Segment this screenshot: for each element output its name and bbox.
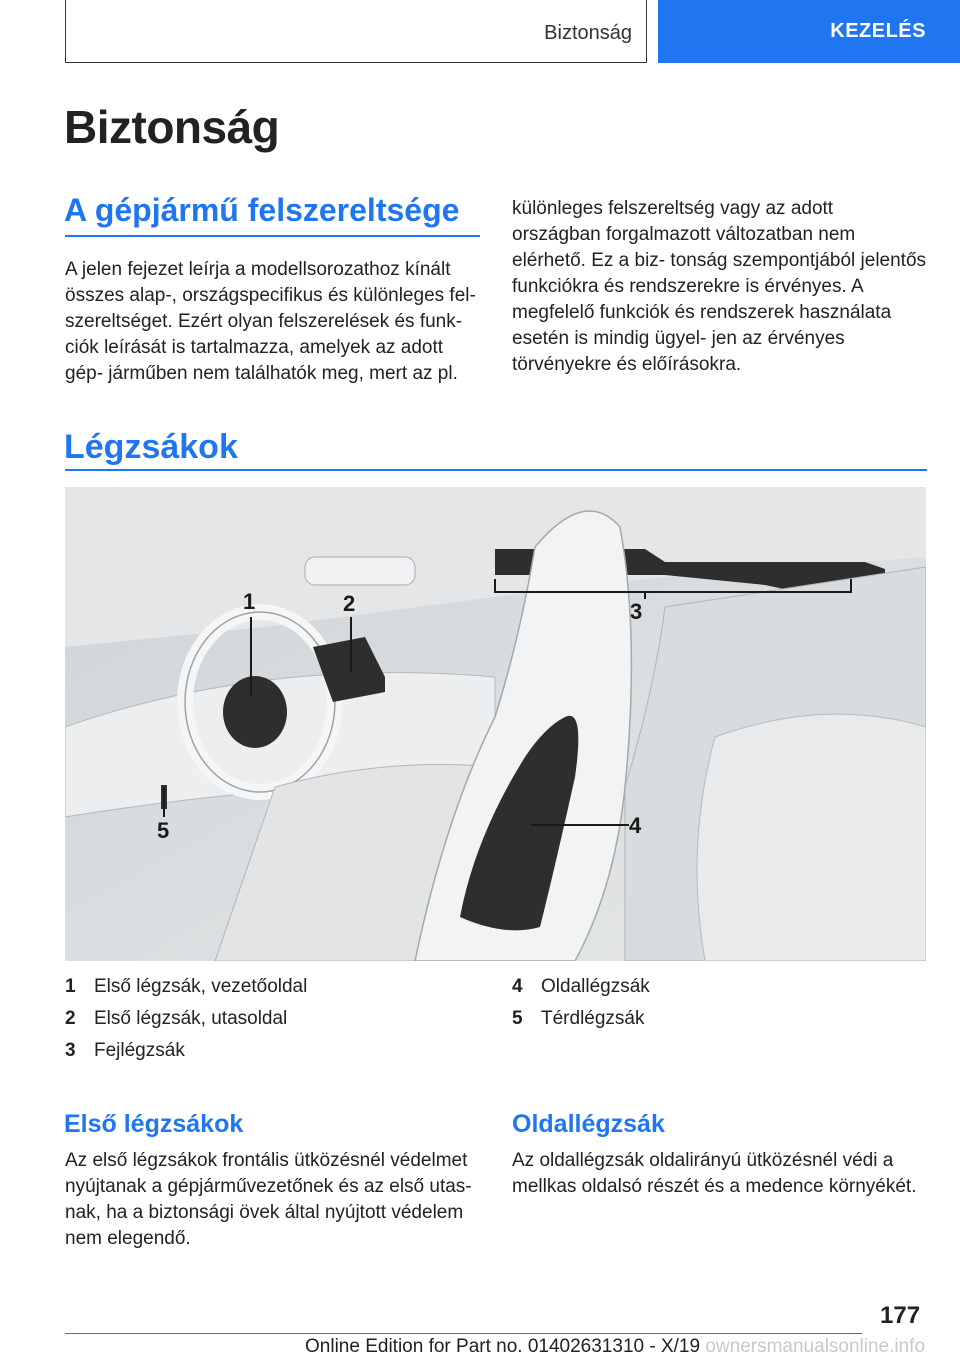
legend-number: 3	[65, 1040, 76, 1061]
section-heading-airbags: Légzsákok	[64, 428, 238, 466]
header-chapter-tab[interactable]	[658, 0, 960, 63]
legend-label: Első légzsák, vezetőoldal	[94, 976, 308, 997]
header-section-title: Biztonság	[544, 22, 632, 44]
callout-1: 1	[243, 589, 256, 614]
text-side-airbag: Az oldallégzsák oldalirányú ütközésnél védi a mellkas oldalsó részét és a medence környékét.	[512, 1150, 917, 1197]
airbag-illustration	[65, 487, 926, 961]
airbag-legend-right	[512, 971, 650, 1035]
footer-site-watermark[interactable]: ownersmanualsonline.info	[705, 1336, 926, 1357]
footer	[305, 1336, 925, 1358]
legend-label: Oldallégzsák	[541, 976, 650, 997]
text-front-airbags: Az első légzsákok frontális ütközésnél védelmet nyújtanak a gépjárművezetőnek és az első utas- nak, ha a biztonsági övek által nyújtott védelem nem elegendő.	[65, 1150, 472, 1249]
page-number: 177	[880, 1302, 921, 1329]
legend-number: 5	[512, 1008, 523, 1029]
header-chapter-label: KEZELÉS	[830, 20, 926, 42]
legend-number: 4	[512, 976, 523, 997]
callout-3: 3	[630, 599, 643, 624]
rear-seat	[697, 714, 926, 961]
legend-item	[512, 1003, 650, 1035]
legend-label: Fejlégzsák	[94, 1040, 185, 1061]
callout-4: 4	[629, 813, 642, 838]
section-rule-equipment	[65, 235, 480, 237]
legend-item	[65, 971, 307, 1003]
airbag-legend-left	[65, 971, 307, 1067]
legend-number: 2	[65, 1008, 76, 1029]
subheading-front-airbags: Első légzsákok	[64, 1110, 244, 1138]
car-interior-drawing	[65, 487, 926, 961]
legend-item	[65, 1003, 307, 1035]
legend-item	[65, 1035, 307, 1067]
callout-5: 5	[157, 818, 170, 843]
driver-airbag-shape	[223, 676, 287, 748]
subheading-side-airbag: Oldallégzsák	[512, 1110, 665, 1138]
footer-rule	[65, 1333, 862, 1334]
section-text-equipment-right: különleges felszereltség vagy az adott országban forgalmazott változatban nem elérhető. Ez a biz- tonság szempontjából jelentős funkciókra és rendszerekre is érvényes. A megfelelő funkciók és rendszerek használata esetén is mindig ügyel- jen az érvényes törvényekre és előírásokra.	[512, 198, 927, 375]
callout-2: 2	[343, 591, 356, 616]
section-heading-equipment: A gépjármű felszereltsége	[64, 192, 460, 228]
section-text-equipment-left: A jelen fejezet leírja a modellsorozathoz kínált összes alap-, országspecifikus és különleges fel- szereltséget. Ezért olyan felszerelések és funk- ciók leírását is tartalmazza, amelyek az adott gép- járműben nem találhatók meg, mert az pl.	[65, 259, 476, 384]
page-title: Biztonság	[64, 101, 280, 153]
legend-number: 1	[65, 976, 76, 997]
legend-item	[512, 971, 650, 1003]
section-rule-airbags	[65, 469, 927, 471]
header-section-box	[65, 0, 647, 63]
rear-view-mirror	[305, 557, 415, 585]
legend-label: Első légzsák, utasoldal	[94, 1008, 288, 1029]
footer-edition: Online Edition for Part no. 01402631310 - X/19	[305, 1336, 701, 1357]
legend-label: Térdlégzsák	[541, 1008, 645, 1029]
